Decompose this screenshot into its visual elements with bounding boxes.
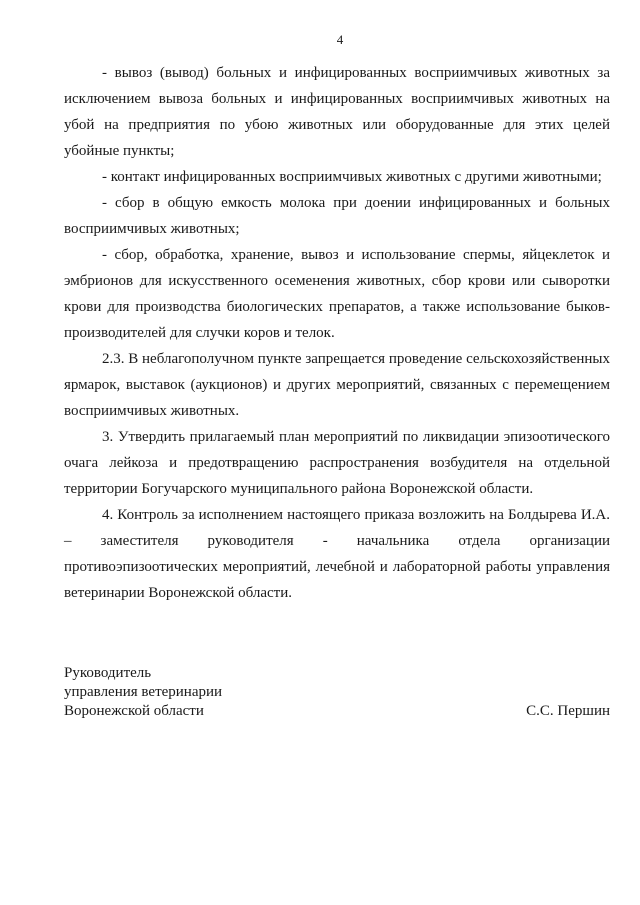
signature-block <box>64 664 610 721</box>
signer-title-line1: Руководитель <box>64 665 152 681</box>
paragraph-export-ban: - вывоз (вывод) больных и инфицированных восприимчивых животных за исключением вывоза больных и инфицированных восприимчивых животных на убой на предприятия по убою животных или оборудованные для этих целей убойные пункты; <box>64 65 610 159</box>
page-number: 4 <box>336 32 344 47</box>
paragraph-milk-collection-ban: - сбор в общую емкость молока при доении инфицированных и больных восприимчивых животных; <box>64 195 610 237</box>
paragraph-fairs-ban: 2.3. В неблагополучном пункте запрещается проведение сельскохозяйственных ярмарок, выставок (аукционов) и других мероприятий, связанных с перемещением восприимчивых животных. <box>64 351 610 419</box>
paragraph-semen-blood-ban: - сбор, обработка, хранение, вывоз и использование спермы, яйцеклеток и эмбрионов для искусственного осеменения животных, сбор крови или сыворотки крови для производства биологических препаратов, а также использование быков-производителей для случки коров и телок. <box>64 247 610 341</box>
document-body <box>64 60 610 606</box>
signer-title-line2: управления ветеринарии <box>64 684 223 700</box>
paragraph-contact-ban: - контакт инфицированных восприимчивых животных с другими животными; <box>102 169 602 185</box>
signer-name: С.С. Першин <box>526 703 610 719</box>
paragraph-control: 4. Контроль за исполнением настоящего приказа возложить на Болдырева И.А. – заместителя руководителя - начальника отдела организации противоэпизоотических мероприятий, лечебной и лабораторной работы управления ветеринарии Воронежской области. <box>64 507 610 601</box>
paragraph-approve-plan: 3. Утвердить прилагаемый план мероприятий по ликвидации эпизоотического очага лейкоза и предотвращению распространения возбудителя на отдельной территории Богучарского муниципального района Воронежской области. <box>64 429 610 497</box>
signer-title-line3: Воронежской области <box>64 703 204 719</box>
